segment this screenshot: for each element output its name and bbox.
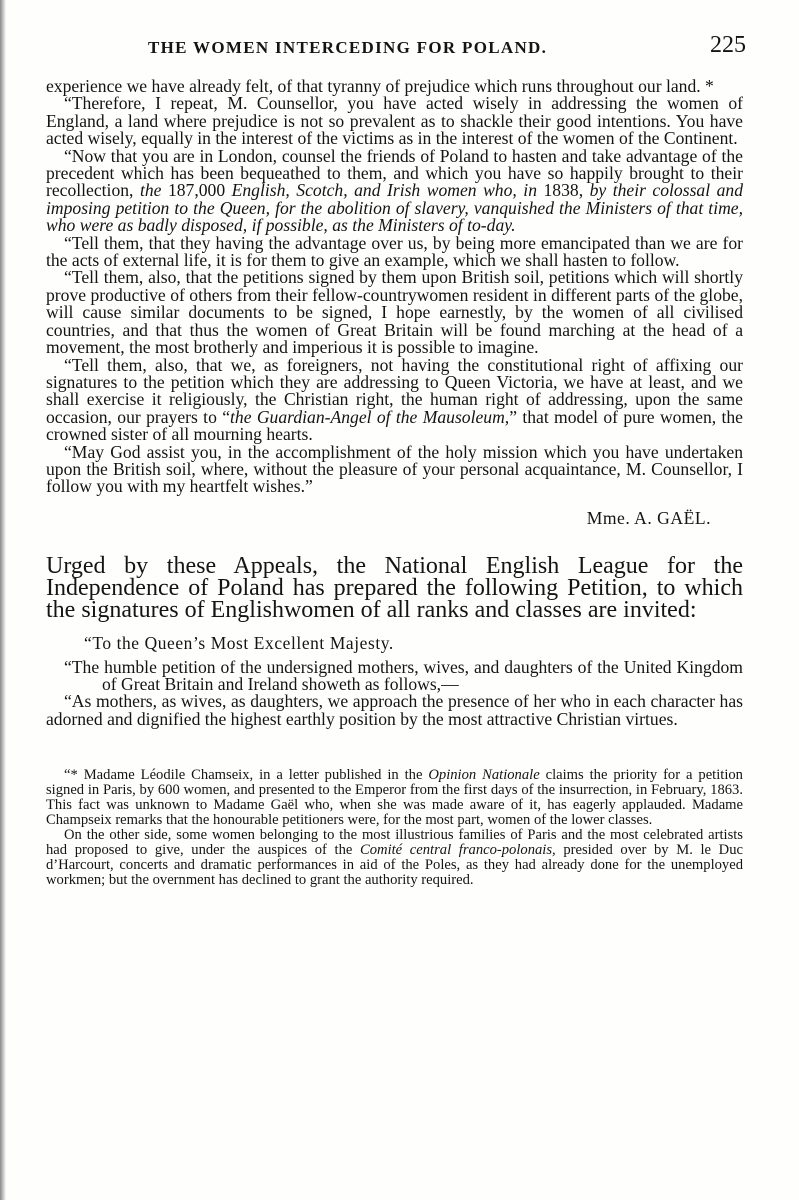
- running-title: THE WOMEN INTERCEDING FOR POLAND.: [148, 38, 548, 57]
- page-body: [46, 78, 743, 888]
- italic-phrase: the Guardian-Angel of the Mausoleum,: [230, 406, 510, 427]
- footnote-paragraph-2: On the other side, some women belonging to the most illustrious families of Paris and the most celebrated artists had proposed to give, under the auspices of the Comité central franco-polonais, presided over by M. le Duc d’Harcourt, concerts and dramatic performances in aid of the Poles, as they had already done for the unemployed workmen; but the overnment has declined to grant the authority required.: [46, 827, 743, 889]
- footnote-paragraph-1: “* Madame Léodile Chamseix, in a letter published in the Opinion Nationale claims the priority for a petition signed in Paris, by 600 women, and presented to the Emperor from the first days of the insurrection, in February, 1863. This fact was unknown to Madame Gaël who, when she was made aware of it, has eagerly applauded. Madame Champseix remarks that the honourable petitioners were, for the most part, women of the lower classes.: [46, 767, 743, 829]
- petition-address: “To the Queen’s Most Excellent Majesty.: [84, 633, 394, 654]
- section-heading: Urged by these Appeals, the National English League for the Independence of Poland has prepared the following Petition, to which the signatures of Englishwomen of all ranks and classes are invited:: [46, 553, 743, 624]
- letter-paragraph-6: “Tell them, also, that we, as foreigners, not having the constitutional right of affixing our signatures to the petition which they are addressing to Queen Victoria, we have at least, and we shall exercise it religiously, the Christian right, the human right of addressing, upon the same occasion, our prayers to “the Guardian-Angel of the Mausoleum,” that model of pure women, the crowned sister of all mourning hearts.: [46, 354, 743, 445]
- page-number: 225: [710, 32, 746, 58]
- italic-phrase: Opinion Nationale: [428, 767, 540, 784]
- letter-paragraph-5: “Tell them, also, that the petitions signed by them upon British soil, petitions which will shortly prove productive of others from their fellow-countrywomen resident in different parts of the globe, will cause similar documents to be signed, I hope earnestly, by the women of all civilised countries, and that thus the women of Great Britain will be found marching at the head of a movement, the most brotherly and imperious it is possible to imagine.: [46, 267, 743, 358]
- page-header: [40, 32, 746, 60]
- book-spine-shadow: [0, 0, 6, 1200]
- footnote: [46, 768, 743, 888]
- letter-paragraph-3: “Now that you are in London, counsel the friends of Poland to hasten and take advantage of the precedent which has been bequeathed to them, and which you have so happily brought to their recollection, the 187,000 English, Scotch, and Irish women who, in 1838, by their colossal and imposing petition to the Queen, for the abolition of slavery, vanquished the Ministers of that time, who were as badly disposed, if possible, as the Ministers of to-day.: [46, 145, 743, 236]
- italic-phrase: English, Scotch, and Irish women who, in: [231, 180, 537, 201]
- letter-paragraph-7: “May God assist you, in the accomplishment of the holy mission which you have undertaken upon the British soil, where, without the pleasure of your personal acquaintance, M. Counsellor, I follow you with my heartfelt wishes.”: [46, 441, 743, 497]
- italic-phrase: the: [139, 180, 162, 201]
- letter-paragraph-2: “Therefore, I repeat, M. Counsellor, you have acted wisely in addressing the women of England, a land where prejudice is not so prevalent as to shackle their good intentions. You have acted wisely, equally in the interest of the victims as in the interest of the women of the Continent.: [46, 93, 743, 149]
- petition-paragraph-2: “As mothers, as wives, as daughters, we approach the presence of her who in each character has adorned and dignified the highest earthly position by the most attractive Christian virtues.: [46, 691, 743, 729]
- petition-paragraph-1: “The humble petition of the undersigned mothers, wives, and daughters of the United Kingdom of Great Britain and Ireland showeth as follows,—: [64, 656, 743, 694]
- letter-paragraph-1: experience we have already felt, of that tyranny of prejudice which runs throughout our land. *: [46, 76, 714, 96]
- italic-phrase: by their colossal and imposing petition to the Queen, for the abolition of slavery, vanquished the Ministers of that time, who were as badly disposed, if possible, as the Ministers of to-day.: [46, 180, 743, 236]
- letter-signature: Mme. A. GAËL.: [586, 507, 711, 528]
- italic-phrase: Comité central franco-polonais,: [360, 842, 556, 859]
- letter-paragraph-4: “Tell them, that they having the advantage over us, by being more emancipated than we are for the acts of external life, it is for them to give an example, which we shall hasten to follow.: [46, 232, 743, 271]
